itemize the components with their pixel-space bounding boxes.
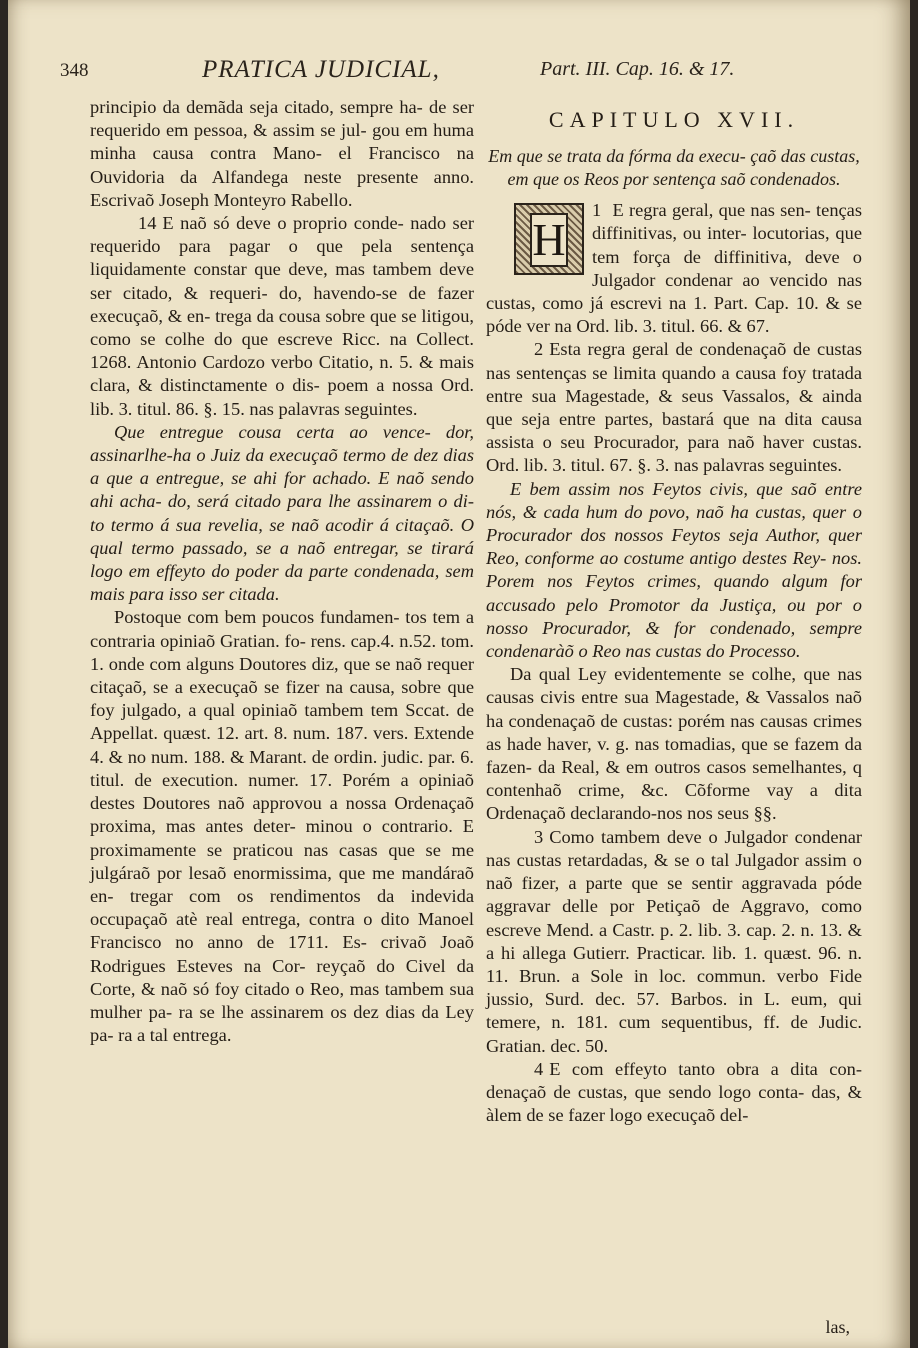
- paragraph-number: 1: [592, 200, 602, 221]
- chapter-subtitle: Em que se trata da fórma da execu- çaõ das custas, em que os Reos por sentença saõ condenados.: [488, 146, 860, 190]
- initial-letter: H: [530, 213, 568, 267]
- paragraph: 2 Esta regra geral de condenaçaõ de custas nas sentenças se limita quando a causa foy tratada entre sua Magestade, & seus Vassalos, & ainda que seja entre partes, bastará que na dita causa assista o seu Procurador, para naõ haver custas. Ord. lib. 3. titul. 67. §. 3. nas palavras seguintes.: [486, 339, 862, 476]
- paragraph-number: 3: [534, 826, 544, 847]
- paragraph-number: 2: [534, 339, 544, 360]
- chapter-title: CAPITULO XVII.: [548, 107, 800, 132]
- paragraph: 3 Como tambem deve o Julgador condenar nas custas retardadas, & se o tal Julgador assim o naõ fizer, a parte que se sentir aggravada póde aggravar delle por Petiçaõ de Aggravo, como escreve Mend. a Castr. p. 2. lib. 3. cap. 2. n. 13. & a hi allega Gutierr. Practicar. lib. 1. quæst. 96. n. 11. Brun. a Sole in loc. commun. verbo Fide jussio, Surd. dec. 57. Barbos. in L. eum, qui temere, n. 181. cum sequentibus, ff. de Judic. Gratian. dec. 50.: [486, 826, 862, 1056]
- paragraph-number: 4: [534, 1058, 544, 1079]
- paragraph: 1 H E regra geral, que nas sen- tenças diffinitivas, ou inter- locutorias, que tem força de diffinitiva, deve o Julgador condenar ao vencido nas custas, como já escrevi na 1. Part. Cap. 10. & se póde ver na Ord. lib. 3. titul. 66. & 67.: [486, 200, 862, 337]
- quotation: E bem assim nos Feytos civis, que saõ entre nós, & cada hum do povo, naõ ha custas, quer o Procurador dos nossos Feytos seja Author, quer Reo, conforme ao costume antigo destes Rey- nos. Porem nos Feytos crimes, quando algum for accusado pelo Promotor da Justiça, ou por o nosso Procurador, & for condenado, sempre condenaràõ o Reo nas custas do Processo.: [486, 478, 862, 662]
- right-column: [486, 108, 862, 1127]
- running-title: PRATICA JUDICIAL,: [202, 56, 440, 83]
- book-page: [8, 0, 910, 1348]
- paragraph: 4 E com effeyto tanto obra a dita con- denaçaõ de custas, que sendo logo conta- das, & àlem de se fazer logo execuçaõ del-: [486, 1058, 862, 1126]
- part-chapter-reference: Part. III. Cap. 16. & 17.: [540, 58, 735, 80]
- page-number: 348: [60, 60, 89, 81]
- paragraph: principio da demãda seja citado, sempre ha- de ser requerido em pessoa, & assim se jul- gou em huma minha causa contra Mano- el Francisco na Ouvidoria da Alfandega neste presente anno. Escrivaõ Joseph Monteyro Rabello.: [90, 97, 474, 210]
- catchword: las,: [825, 1317, 850, 1337]
- paragraph: Da qual Ley evidentemente se colhe, que nas causas civis entre sua Magestade, & Vassalos naõ ha condenaçaõ de custas: porém nas causas crimes as hade haver, v. g. nas tomadias, que se fazem da fazen- da Real, & em outros casos semelhantes, q contenhaõ crime, &c. Cõforme vay a dita Ordenaçaõ declarando-nos nos seus §§.: [486, 664, 862, 824]
- quotation: Que entregue cousa certa ao vence- dor, assinarlhe-ha o Juiz da execuçaõ termo de dez dias a que a entregue, se ahi for achado. E naõ sendo ahi acha- do, será citado para lhe assinarem o di- to termo á sua revelia, se naõ acodir á citaçaõ. O qual termo passado, se a naõ entregar, se tirará logo em effeyto do poder da parte condenada, sem mais para isso ser citada.: [90, 421, 474, 605]
- left-column: [90, 96, 474, 1047]
- paragraph-number: 14: [138, 213, 157, 234]
- running-header: [60, 56, 850, 86]
- paragraph: 14 E naõ só deve o proprio conde- nado ser requerido para pagar o que pela sentença liquidamente constar que deve, mas tambem deve ser citado, & requeri- do, havendo-se de fazer execuçaõ, & en- trega da cousa sobre que se litigou, como se colhe do que escreve Ricc. na Collect. 1268. Antonio Cardozo verbo Citatio, n. 5. & mais clara, & distinctamente o dis- poem a nossa Ord. lib. 3. titul. 86. §. 15. nas palavras seguintes.: [90, 213, 474, 419]
- ornamental-initial: [514, 203, 584, 275]
- paragraph: Postoque com bem poucos fundamen- tos tem a contraria opiniaõ Gratian. fo- rens. cap.4. n.52. tom. 1. onde com alguns Doutores diz, que se naõ requer citaçaõ, se a execuçaõ se fizer na causa, sobre que foy julgado, a qual opiniaõ tambem tem Sccat. de Appellat. quæst. 12. art. 8. num. 187. vers. Extende 4. & no num. 188. & Marant. de ordin. judic. par. 6. titul. de execution. numer. 17. Porém a opiniaõ destes Doutores naõ approvou a nossa Ordenaçaõ proxima, mas antes deter- minou o contrario. E proximamente se praticou nas casas que se me julgáraõ por lesaõ enormissima, que me mandáraõ en- tregar com os rendimentos da indevida occupaçaõ atè real entrega, contra o dito Manoel Francisco no anno de 1711. Es- crivaõ Joaõ Rodrigues Esteves na Cor- reyçaõ do Civel da Corte, & naõ só foy citado o Reo, mas tambem sua mulher pa- ra se lhe assinarem os dez dias da Ley pa- ra a tal entrega.: [90, 607, 474, 1046]
